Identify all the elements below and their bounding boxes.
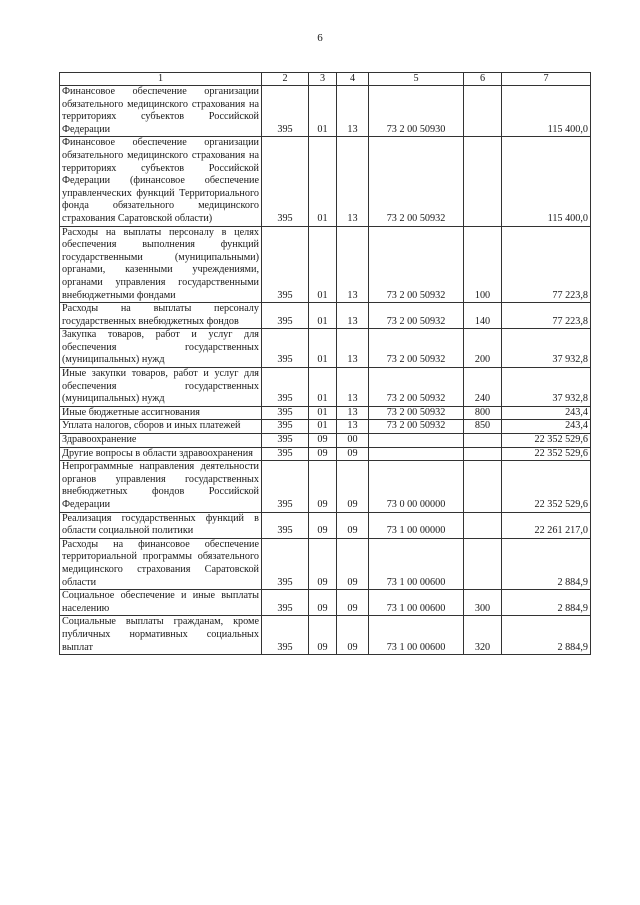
table-row — [60, 86, 591, 137]
target-article-cell: 73 1 00 00600 — [369, 616, 464, 655]
expense-type-cell — [464, 538, 502, 589]
expense-type-cell: 850 — [464, 420, 502, 434]
section-code-cell: 01 — [309, 329, 337, 368]
amount-cell: 243,4 — [502, 406, 591, 420]
expense-type-cell — [464, 137, 502, 226]
subsection-code-cell: 09 — [337, 616, 369, 655]
amount-cell: 2 884,9 — [502, 538, 591, 589]
subsection-code-cell: 13 — [337, 303, 369, 329]
amount-cell: 77 223,8 — [502, 303, 591, 329]
section-code-cell: 01 — [309, 86, 337, 137]
amount-cell: 22 352 529,6 — [502, 461, 591, 512]
amount-cell: 2 884,9 — [502, 590, 591, 616]
row-name-cell: Расходы на финансовое обеспечение территориальной программы обязательного медицинского страхования Саратовской области — [60, 538, 262, 589]
row-name-cell: Другие вопросы в области здравоохранения — [60, 447, 262, 461]
ministry-code-cell: 395 — [262, 226, 309, 303]
table-row — [60, 447, 591, 461]
row-name-cell: Социальное обеспечение и иные выплаты населению — [60, 590, 262, 616]
target-article-cell: 73 2 00 50932 — [369, 406, 464, 420]
column-header: 1 — [60, 73, 262, 86]
table-row — [60, 226, 591, 303]
target-article-cell: 73 2 00 50930 — [369, 86, 464, 137]
section-code-cell: 09 — [309, 538, 337, 589]
ministry-code-cell: 395 — [262, 86, 309, 137]
subsection-code-cell: 13 — [337, 368, 369, 407]
amount-cell: 243,4 — [502, 420, 591, 434]
target-article-cell: 73 1 00 00600 — [369, 590, 464, 616]
section-code-cell: 01 — [309, 226, 337, 303]
ministry-code-cell: 395 — [262, 406, 309, 420]
column-header: 7 — [502, 73, 591, 86]
amount-cell: 77 223,8 — [502, 226, 591, 303]
expense-type-cell — [464, 86, 502, 137]
row-name-cell: Финансовое обеспечение организации обязательного медицинского страхования на территориях субъектов Российской Федерации (финансовое обеспечение управленческих функций Территориального фонда обязательного медицинского страхования Саратовской области) — [60, 137, 262, 226]
section-code-cell: 09 — [309, 434, 337, 448]
amount-cell: 37 932,8 — [502, 368, 591, 407]
expense-type-cell: 240 — [464, 368, 502, 407]
expense-type-cell — [464, 512, 502, 538]
subsection-code-cell: 09 — [337, 538, 369, 589]
row-name-cell: Иные бюджетные ассигнования — [60, 406, 262, 420]
ministry-code-cell: 395 — [262, 538, 309, 589]
row-name-cell: Иные закупки товаров, работ и услуг для обеспечения государственных (муниципальных) нужд — [60, 368, 262, 407]
ministry-code-cell: 395 — [262, 329, 309, 368]
subsection-code-cell: 13 — [337, 420, 369, 434]
subsection-code-cell: 13 — [337, 329, 369, 368]
expense-type-cell: 100 — [464, 226, 502, 303]
target-article-cell: 73 2 00 50932 — [369, 329, 464, 368]
row-name-cell: Социальные выплаты гражданам, кроме публичных нормативных социальных выплат — [60, 616, 262, 655]
target-article-cell: 73 1 00 00000 — [369, 512, 464, 538]
amount-cell: 22 352 529,6 — [502, 447, 591, 461]
subsection-code-cell: 13 — [337, 137, 369, 226]
section-code-cell: 09 — [309, 616, 337, 655]
ministry-code-cell: 395 — [262, 368, 309, 407]
row-name-cell: Реализация государственных функций в области социальной политики — [60, 512, 262, 538]
section-code-cell: 09 — [309, 447, 337, 461]
table-row — [60, 406, 591, 420]
amount-cell: 22 261 217,0 — [502, 512, 591, 538]
row-name-cell: Закупка товаров, работ и услуг для обеспечения государственных (муниципальных) нужд — [60, 329, 262, 368]
target-article-cell — [369, 447, 464, 461]
table-row — [60, 590, 591, 616]
expense-type-cell: 800 — [464, 406, 502, 420]
ministry-code-cell: 395 — [262, 303, 309, 329]
row-name-cell: Расходы на выплаты персоналу в целях обеспечения выполнения функций государственными (муниципальными) органами, казенными учреждениями, органами управления государственными внебюджетными фондами — [60, 226, 262, 303]
section-code-cell: 01 — [309, 303, 337, 329]
page-number: 6 — [317, 32, 323, 44]
section-code-cell: 01 — [309, 420, 337, 434]
column-header: 3 — [309, 73, 337, 86]
table-row — [60, 368, 591, 407]
table-row — [60, 303, 591, 329]
target-article-cell — [369, 434, 464, 448]
column-header: 2 — [262, 73, 309, 86]
subsection-code-cell: 09 — [337, 447, 369, 461]
section-code-cell: 09 — [309, 461, 337, 512]
section-code-cell: 09 — [309, 512, 337, 538]
table-row — [60, 434, 591, 448]
ministry-code-cell: 395 — [262, 447, 309, 461]
section-code-cell: 09 — [309, 590, 337, 616]
section-code-cell: 01 — [309, 137, 337, 226]
ministry-code-cell: 395 — [262, 616, 309, 655]
ministry-code-cell: 395 — [262, 137, 309, 226]
amount-cell: 37 932,8 — [502, 329, 591, 368]
row-name-cell: Расходы на выплаты персоналу государственных внебюджетных фондов — [60, 303, 262, 329]
subsection-code-cell: 13 — [337, 406, 369, 420]
row-name-cell: Непрограммные направления деятельности органов управления государственных внебюджетных фондов Российской Федерации — [60, 461, 262, 512]
target-article-cell: 73 0 00 00000 — [369, 461, 464, 512]
expense-type-cell — [464, 461, 502, 512]
column-header: 5 — [369, 73, 464, 86]
target-article-cell: 73 2 00 50932 — [369, 368, 464, 407]
expense-type-cell: 200 — [464, 329, 502, 368]
amount-cell: 2 884,9 — [502, 616, 591, 655]
target-article-cell: 73 2 00 50932 — [369, 303, 464, 329]
amount-cell: 115 400,0 — [502, 137, 591, 226]
subsection-code-cell: 13 — [337, 86, 369, 137]
section-code-cell: 01 — [309, 368, 337, 407]
ministry-code-cell: 395 — [262, 512, 309, 538]
section-code-cell: 01 — [309, 406, 337, 420]
expense-type-cell: 140 — [464, 303, 502, 329]
budget-table — [59, 72, 591, 655]
amount-cell: 22 352 529,6 — [502, 434, 591, 448]
column-header: 4 — [337, 73, 369, 86]
subsection-code-cell: 09 — [337, 590, 369, 616]
subsection-code-cell: 13 — [337, 226, 369, 303]
header-row — [60, 73, 591, 86]
table-row — [60, 137, 591, 226]
table-row — [60, 512, 591, 538]
row-name-cell: Уплата налогов, сборов и иных платежей — [60, 420, 262, 434]
column-header: 6 — [464, 73, 502, 86]
table-row — [60, 420, 591, 434]
target-article-cell: 73 2 00 50932 — [369, 420, 464, 434]
table-row — [60, 616, 591, 655]
ministry-code-cell: 395 — [262, 420, 309, 434]
row-name-cell: Здравоохранение — [60, 434, 262, 448]
subsection-code-cell: 09 — [337, 512, 369, 538]
amount-cell: 115 400,0 — [502, 86, 591, 137]
target-article-cell: 73 2 00 50932 — [369, 137, 464, 226]
table-row — [60, 538, 591, 589]
subsection-code-cell: 00 — [337, 434, 369, 448]
table-row — [60, 329, 591, 368]
ministry-code-cell: 395 — [262, 461, 309, 512]
target-article-cell: 73 2 00 50932 — [369, 226, 464, 303]
table-row — [60, 461, 591, 512]
expense-type-cell: 300 — [464, 590, 502, 616]
expense-type-cell — [464, 434, 502, 448]
expense-type-cell — [464, 447, 502, 461]
row-name-cell: Финансовое обеспечение организации обязательного медицинского страхования на территориях субъектов Российской Федерации — [60, 86, 262, 137]
target-article-cell: 73 1 00 00600 — [369, 538, 464, 589]
ministry-code-cell: 395 — [262, 434, 309, 448]
expense-type-cell: 320 — [464, 616, 502, 655]
subsection-code-cell: 09 — [337, 461, 369, 512]
ministry-code-cell: 395 — [262, 590, 309, 616]
